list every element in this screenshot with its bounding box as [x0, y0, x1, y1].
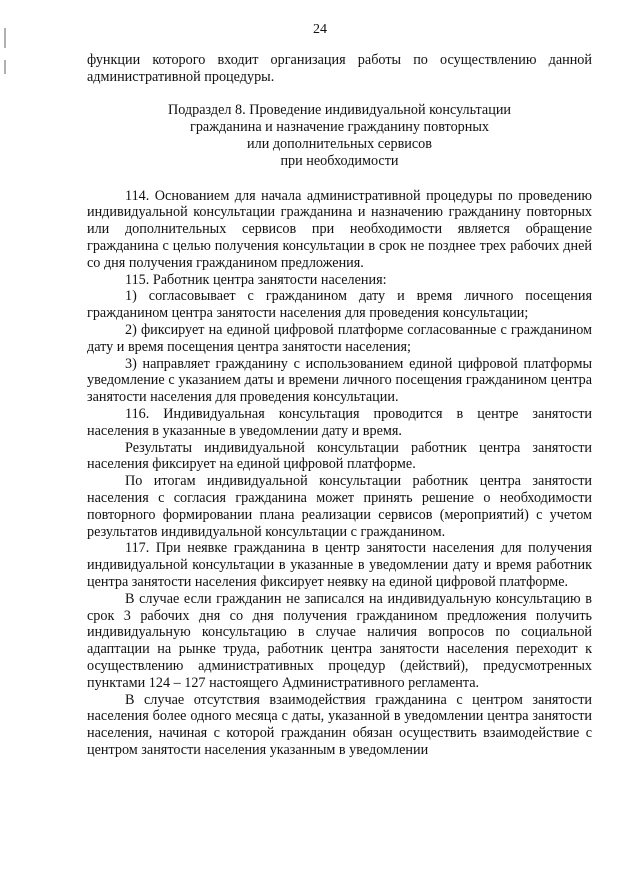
paragraph-115: 115. Работник центра занятости населения: — [125, 271, 387, 288]
heading-line: Подраздел 8. Проведение индивидуальной консультации — [167, 101, 512, 118]
list-item-3: 3) направляет гражданину с использованием единой цифровой платформы уведомление с указанием даты и времени личного посещения гражданином центра занятости населения для проведения консультации. — [87, 355, 592, 406]
heading-line: гражданина и назначение гражданину повторных — [190, 118, 489, 135]
paragraph-results: Результаты индивидуальной консультации работник центра занятости населения фиксирует на единой цифровой платформе. — [87, 439, 592, 473]
paragraph-117: 117. При неявке гражданина в центр занятости населения для получения индивидуальной консультации в указанные в уведомлении дату и время работник центра занятости населения фиксирует неявку на единой цифровой платформе. — [87, 540, 592, 590]
paragraph-114: 114. Основанием для начала административной процедуры по проведению индивидуальной консультации гражданина и назначению гражданину повторных или дополнительных сервисов при необходимости является обращение гражданина с целью получения консультации в срок не позднее трех рабочих дней со дня получения гражданином предложения. — [87, 187, 592, 271]
heading-line: при необходимости — [280, 152, 399, 169]
page-number: 24 — [313, 22, 327, 37]
paragraph-116: 116. Индивидуальная консультация проводится в центре занятости населения в указанные в уведомлении дату и время. — [87, 405, 592, 439]
list-item-1: 1) согласовывает с гражданином дату и время личного посещения гражданином центра занятости населения для проведения консультации; — [87, 288, 592, 322]
paragraph-no-registration: В случае если гражданин не записался на индивидуальную консультацию в срок 3 рабочих дня со дня получения гражданином предложения получить индивидуальную консультацию в случае наличия вопросов по социальной адаптации на рынке труда, работник центра занятости населения переходит к осуществлению административных процедур (действий), предусмотренных пунктами 124 – 127 настоящего Административного регламента. — [87, 590, 592, 691]
heading-line: или дополнительных сервисов — [247, 135, 432, 152]
intro-paragraph: функции которого входит организация работы по осуществлению данной административной процедуры. — [87, 52, 592, 85]
paragraph-outcome: По итогам индивидуальной консультации работник центра занятости населения с согласия гражданина может принять решение о необходимости повторного формировании плана реализации сервисов (мероприятий) с учетом результатов индивидуальной консультации с гражданином. — [87, 473, 592, 540]
document-body — [87, 52, 592, 759]
list-item-2: 2) фиксирует на единой цифровой платформе согласованные с гражданином дату и время посещения центра занятости населения; — [87, 321, 592, 355]
section-heading — [87, 102, 592, 170]
scan-edge-mark — [4, 60, 6, 74]
paragraph-no-interaction: В случае отсутствия взаимодействия гражданина с центром занятости населения более одного месяца с даты, указанной в уведомлении центра занятости населения, начиная с которой гражданин обязан осуществить взаимодействие с центром занятости населения указанным в уведомлении — [87, 691, 592, 758]
